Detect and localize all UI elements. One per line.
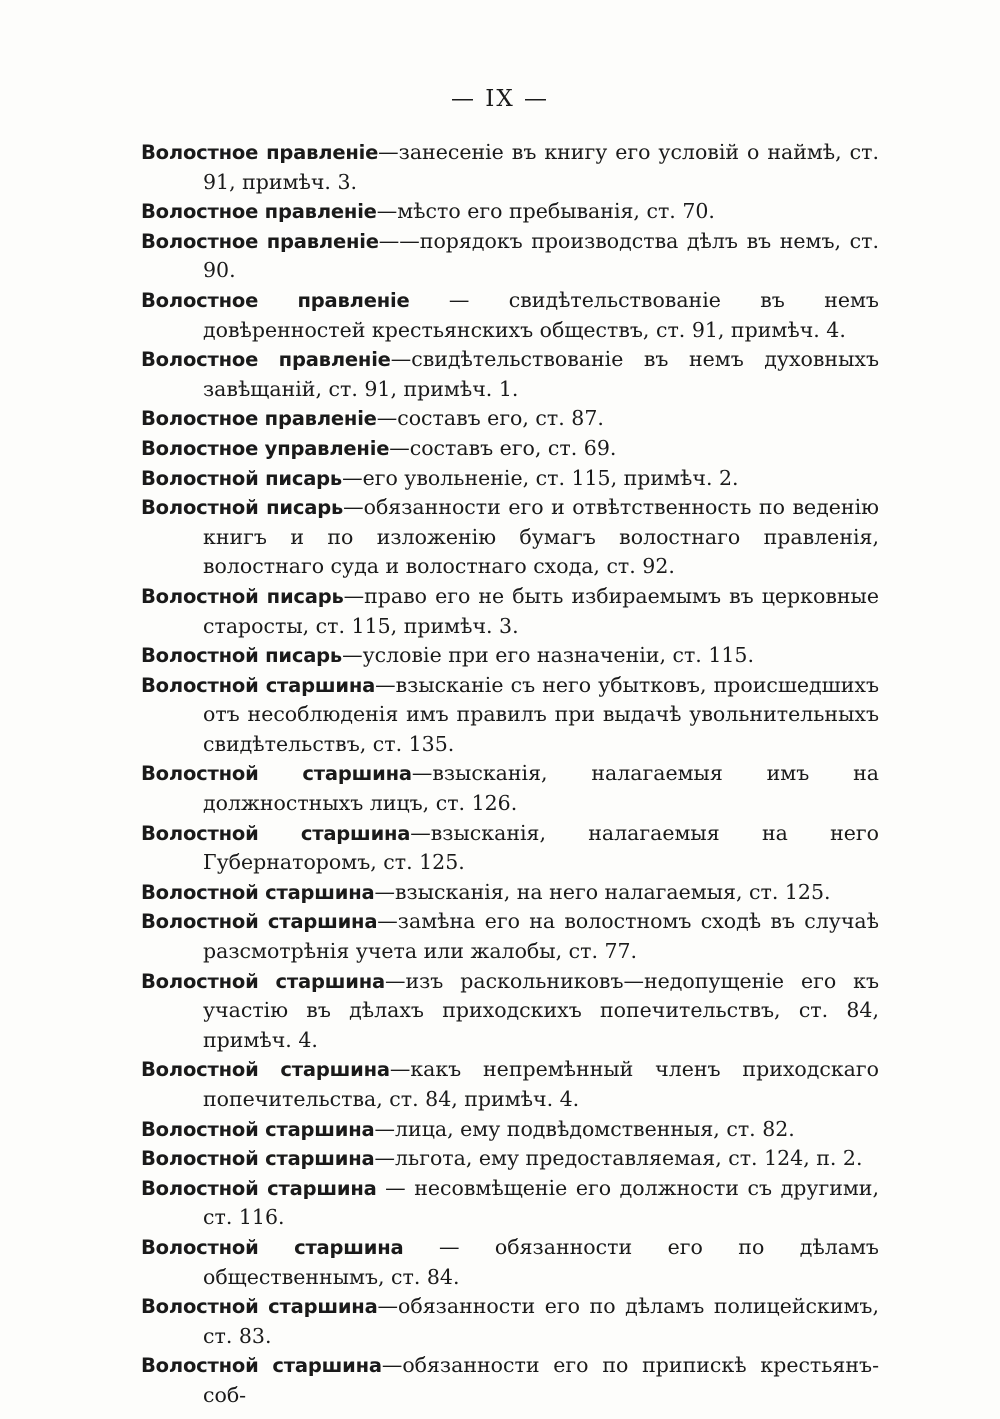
page-number: — IX — (450, 86, 550, 112)
index-entry (141, 1233, 879, 1292)
entry-heading: Волостной старшина (141, 1176, 377, 1200)
entry-text: —составъ его, ст. 69. (389, 435, 617, 460)
index-entry (141, 1292, 879, 1351)
entry-heading: Волостной старшина (141, 1058, 390, 1082)
index-entry (141, 582, 879, 641)
index-entry-list (141, 138, 879, 1411)
entry-heading: Волостной старшина (141, 1147, 375, 1171)
index-entry (141, 819, 879, 878)
entry-heading: Волостной старшина (141, 1354, 382, 1378)
entry-text: — обязанности его по дѣламъ общественнымъ, ст. 84. (203, 1234, 879, 1289)
entry-heading: Волостной старшина (141, 1295, 378, 1319)
entry-heading: Волостное правленіе (141, 407, 377, 431)
index-entry (141, 878, 879, 908)
index-entry (141, 967, 879, 1056)
entry-text: — свидѣтельствованіе въ немъ довѣренностей крестьянскихъ обществъ, ст. 91, примѣч. 4. (203, 287, 879, 342)
entry-heading: Волостной старшина (141, 821, 411, 845)
entry-heading: Волостной старшина (141, 1117, 375, 1141)
index-entry (141, 1174, 879, 1233)
entry-text: —обязанности его по дѣламъ полицейскимъ, ст. 83. (203, 1294, 879, 1348)
index-entry (141, 1115, 879, 1145)
entry-heading: Волостной старшина (141, 910, 378, 934)
entry-text: —мѣсто его пребыванія, ст. 70. (376, 199, 715, 224)
entry-heading: Волостное управленіе (141, 436, 390, 460)
entry-text: —взысканія, налагаемыя на него Губернаторомъ, ст. 125. (203, 820, 879, 875)
entry-heading: Волостной старшина (141, 969, 385, 993)
index-entry (141, 493, 879, 582)
index-entry (141, 1144, 879, 1174)
index-entry (141, 197, 879, 227)
entry-heading: Волостное правленіе (141, 229, 379, 253)
entry-text: —обязанности его и отвѣтственность по веденію книгъ и по изложенію бумагъ волостнаго правленія, волостнаго суда и волостнаго схода, ст. 92. (203, 495, 879, 579)
entry-text: —занесеніе въ книгу его условій о наймѣ, ст. 91, примѣч. 3. (203, 140, 879, 194)
entry-text: —составъ его, ст. 87. (376, 406, 604, 431)
entry-heading: Волостной писарь (141, 584, 344, 608)
entry-text: —льгота, ему предоставляемая, ст. 124, п. 2. (374, 1146, 863, 1171)
entry-heading: Волостной старшина (141, 762, 412, 786)
entry-text: —взысканія, на него налагаемыя, ст. 125. (374, 879, 831, 904)
entry-text: —право его не быть избираемымъ въ церковные старосты, ст. 115, примѣч. 3. (203, 583, 879, 638)
entry-text: —какъ непремѣнный членъ приходскаго попечительства, ст. 84, примѣч. 4. (203, 1057, 879, 1111)
entry-text: —замѣна его на волостномъ сходѣ въ случаѣ разсмотрѣнія учета или жалобы, ст. 77. (203, 909, 879, 964)
entry-heading: Волостной писарь (141, 644, 343, 668)
index-entry (141, 671, 879, 760)
index-entry (141, 1351, 879, 1410)
entry-heading: Волостной старшина (141, 673, 376, 697)
index-entry (141, 138, 879, 197)
index-entry (141, 434, 879, 464)
entry-heading: Волостное правленіе (141, 200, 377, 224)
entry-heading: Волостной писарь (141, 496, 344, 520)
index-entry (141, 464, 879, 494)
index-entry (141, 1055, 879, 1114)
entry-text: —обязанности его по припискѣ крестьянъ-соб- (203, 1353, 879, 1407)
entry-text: —изъ раскольниковъ—недопущеніе его къ участію въ дѣлахъ приходскихъ попечительствъ, ст. 84, примѣч. 4. (203, 968, 879, 1052)
entry-text: —свидѣтельствованіе въ немъ духовныхъ завѣщаній, ст. 91, примѣч. 1. (203, 347, 879, 401)
entry-heading: Волостное правленіе (141, 348, 391, 372)
index-entry (141, 404, 879, 434)
entry-heading: Волостное правленіе (141, 141, 379, 164)
entry-heading: Волостной писарь (141, 466, 343, 490)
entry-text: ——порядокъ производства дѣлъ въ немъ, ст. 90. (203, 228, 879, 283)
entry-text: —лица, ему подвѣдомственныя, ст. 82. (374, 1116, 795, 1141)
index-entry (141, 227, 879, 286)
entry-heading: Волостное правленіе (141, 288, 410, 312)
entry-heading: Волостной старшина (141, 1235, 404, 1259)
entry-text: —условіе при его назначеніи, ст. 115. (342, 643, 754, 668)
index-entry (141, 907, 879, 966)
index-entry (141, 286, 879, 345)
index-entry (141, 345, 879, 404)
entry-text: —взысканіе съ него убытковъ, происшедшихъ отъ несоблюденія имъ правилъ при выдачѣ увольнительныхъ свидѣтельствъ, ст. 135. (203, 672, 879, 756)
entry-text: — несовмѣщеніе его должности съ другими, ст. 116. (203, 1175, 879, 1230)
entry-text: —взысканія, налагаемыя имъ на должностныхъ лицъ, ст. 126. (203, 761, 879, 816)
index-entry (141, 641, 879, 671)
index-entry (141, 759, 879, 818)
entry-heading: Волостной старшина (141, 880, 375, 904)
entry-text: —его увольненіе, ст. 115, примѣч. 2. (342, 465, 739, 490)
